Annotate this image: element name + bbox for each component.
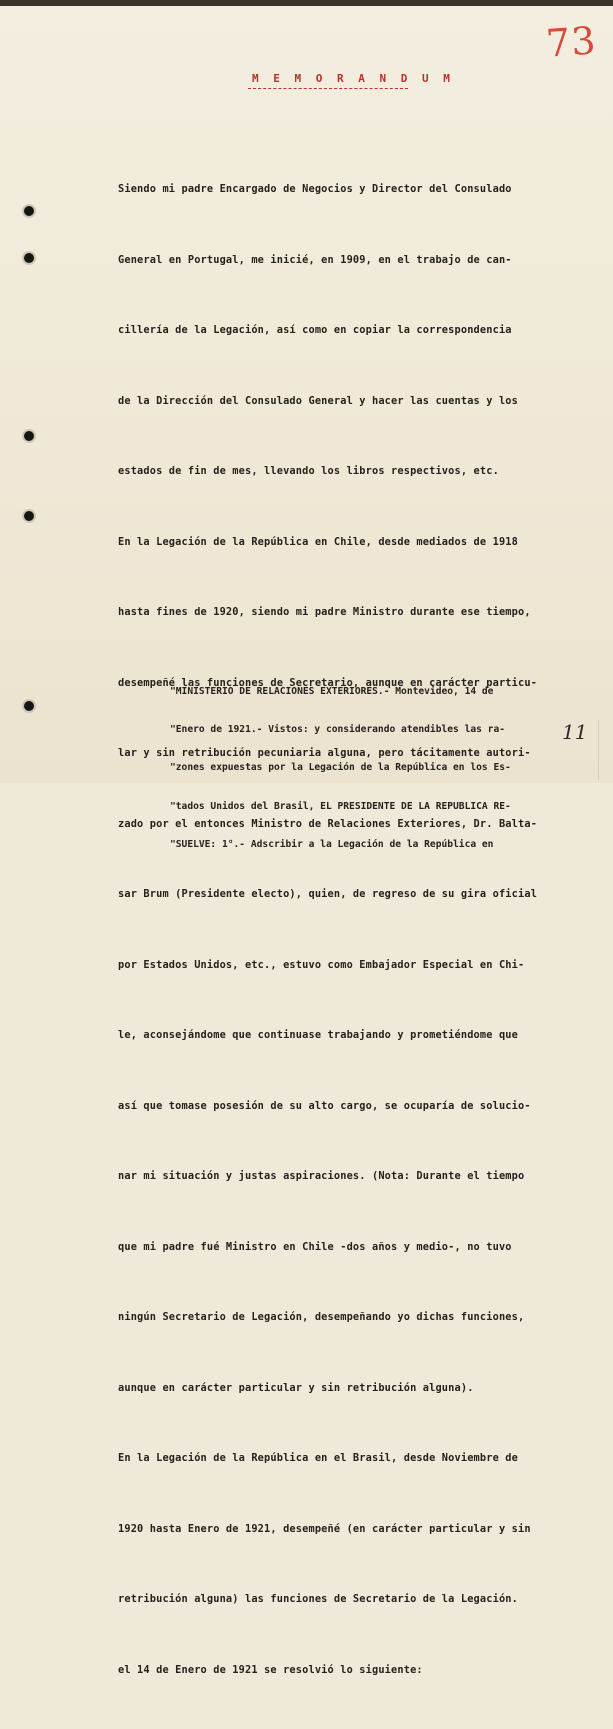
quote-line: "Enero de 1921.- Vistos: y considerando atendibles las ra- [170, 723, 506, 735]
body-line: desempeñé las funciones de Secretario, aunque en carácter particu- [118, 676, 538, 689]
body-line: así que tomase posesión de su alto cargo, se ocuparía de solucio- [118, 1099, 531, 1112]
body-line: retribución alguna) las funciones de Secretario de la Legación. [118, 1593, 519, 1605]
body-line: 1920 hasta Enero de 1921, desempeñé (en carácter particular y sin [118, 1522, 531, 1535]
body-line: cillería de la Legación, así como en copiar la correspondencia [118, 324, 512, 336]
quote-line: "tados Unidos del Brasil, EL PRESIDENTE DE LA REPUBLICA RE- [170, 800, 511, 812]
handwritten-initials: 11 [562, 720, 588, 744]
body-line: el 14 de Enero de 1921 se resolvió lo siguiente: [118, 1663, 423, 1676]
body-line: zado por el entonces Ministro de Relaciones Exteriores, Dr. Balta- [118, 817, 538, 830]
body-line: General en Portugal, me inicié, en 1909, en el trabajo de can- [118, 253, 512, 266]
memorandum-body [118, 131, 608, 1729]
body-line: estados de fin de mes, llevando los libros respectivos, etc. [118, 465, 499, 477]
punch-hole [24, 206, 34, 216]
body-line: sar Brum (Presidente electo), quien, de regreso de su gira oficial [118, 888, 538, 900]
body-line: por Estados Unidos, etc., estuvo como Embajador Especial en Chi- [118, 958, 525, 971]
resolution-quote [170, 660, 610, 878]
body-line: lar y sin retribución pecuniaria alguna, pero tácitamente autori- [118, 747, 531, 759]
body-line: En la Legación de la República en Chile, desde mediados de 1918 [118, 535, 519, 548]
body-line: Siendo mi padre Encargado de Negocios y Director del Consulado [118, 183, 512, 195]
punch-hole [24, 253, 34, 263]
body-line: nar mi situación y justas aspiraciones. (Nota: Durante el tiempo [118, 1170, 525, 1182]
punch-hole [24, 701, 34, 711]
punch-hole [24, 511, 34, 521]
body-line: que mi padre fué Ministro en Chile -dos años y medio-, no tuvo [118, 1240, 512, 1253]
quote-line: "MINISTERIO DE RELACIONES EXTERIORES.- Montevideo, 14 de [170, 685, 494, 697]
quote-line: "zones expuestas por la Legación de la República en los Es- [170, 762, 511, 774]
title-underline [248, 88, 408, 89]
punch-hole [24, 431, 34, 441]
body-line: le, aconsejándome que continuase trabajando y prometiéndome que [118, 1029, 519, 1041]
body-line: aunque en carácter particular y sin retribución alguna). [118, 1381, 474, 1394]
margin-rule [598, 720, 599, 780]
memorandum-title: M E M O R A N D U M [252, 72, 454, 85]
top-edge-band [0, 0, 613, 6]
body-line: ningún Secretario de Legación, desempeñando yo dichas funciones, [118, 1311, 525, 1323]
body-line: hasta fines de 1920, siendo mi padre Ministro durante ese tiempo, [118, 606, 531, 618]
folio-number: 73 [544, 18, 598, 66]
body-line: En la Legación de la República en el Brasil, desde Noviembre de [118, 1452, 519, 1464]
body-line: de la Dirección del Consulado General y hacer las cuentas y los [118, 394, 519, 407]
quote-line: "SUELVE: 1°.- Adscribir a la Legación de la República en [170, 839, 494, 851]
